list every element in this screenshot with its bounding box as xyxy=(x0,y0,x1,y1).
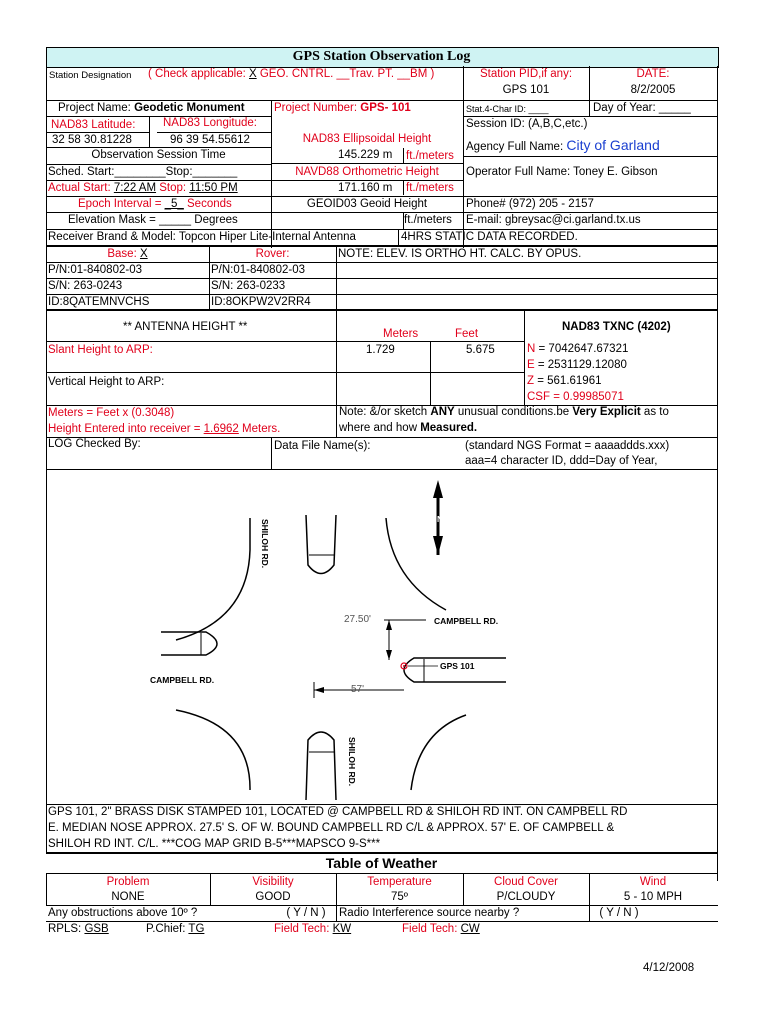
party-chief[interactable]: P.Chief: TG xyxy=(146,923,205,935)
coord-e[interactable]: E = 2531129.12080 xyxy=(527,359,627,371)
station-designation-label: Station Designation xyxy=(49,70,132,81)
date-value[interactable]: 8/2/2005 xyxy=(630,84,676,96)
rover-pn[interactable]: P/N:01-840802-03 xyxy=(211,264,305,276)
lon-value[interactable]: 96 39 54.55612 xyxy=(170,134,250,146)
receiver-model[interactable]: Receiver Brand & Model: Topcon Hiper Lite-Internal Antenna xyxy=(48,231,356,243)
lat-value[interactable]: 32 58 30.81228 xyxy=(52,134,132,146)
field-tech-2[interactable]: Field Tech: CW xyxy=(402,923,480,935)
base-sn[interactable]: S/N: 263-0243 xyxy=(48,280,123,292)
ngs-format-2: aaa=4 character ID, ddd=Day of Year, xyxy=(465,455,658,467)
ellipsoidal-unit: ft./meters xyxy=(406,150,454,162)
coord-n[interactable]: N = 7042647.67321 xyxy=(527,343,629,355)
operator-name[interactable]: Operator Full Name: Toney E. Gibson xyxy=(466,166,658,178)
footer-date: 4/12/2008 xyxy=(643,962,695,974)
ellipsoidal-value[interactable]: 145.229 m xyxy=(338,149,393,161)
email[interactable]: E-mail: gbreysac@ci.garland.tx.us xyxy=(466,214,641,226)
weather-value-visibility[interactable]: GOOD xyxy=(255,891,291,903)
project-number[interactable]: Project Number: GPS- 101 xyxy=(274,102,411,114)
weather-header-temperature: Temperature xyxy=(367,876,432,888)
station-pid-value[interactable]: GPS 101 xyxy=(502,84,550,96)
weather-value-problem[interactable]: NONE xyxy=(111,891,145,903)
day-of-year[interactable]: Day of Year: _____ xyxy=(593,102,691,114)
actual-times[interactable]: Actual Start: 7:22 AM Stop: 11:50 PM xyxy=(48,182,238,194)
weather-title: Table of Weather xyxy=(325,855,438,871)
coord-z[interactable]: Z = 561.61961 xyxy=(527,375,602,387)
static-data: 4HRS STATIC DATA RECORDED. xyxy=(401,231,578,243)
obstructions-question: Any obstructions above 10º ? xyxy=(48,907,198,919)
description-line-1: GPS 101, 2" BRASS DISK STAMPED 101, LOCATED @ CAMPBELL RD & SHILOH RD INT. ON CAMPBELL RD xyxy=(48,806,628,818)
shiloh-road-label-south: SHILOH RD. xyxy=(347,737,357,787)
session-id[interactable]: Session ID: (A,B,C,etc.) xyxy=(466,118,588,130)
slant-feet[interactable]: 5.675 xyxy=(466,344,495,356)
note-sketch: Note: &/or sketch ANY unusual conditions.be Very Explicit as to xyxy=(339,406,669,418)
project-name[interactable]: Project Name: Geodetic Monument xyxy=(58,102,245,114)
rpls[interactable]: RPLS: GSB xyxy=(48,923,109,935)
note-elev: NOTE: ELEV. IS ORTHO HT. CALC. BY OPUS. xyxy=(338,248,582,260)
description-line-2: E. MEDIAN NOSE APPROX. 27.5' S. OF W. BOUND CAMPBELL RD C/L & APPROX. 57' E. OF CAMPBELL & xyxy=(48,822,615,834)
weather-value-temperature[interactable]: 75º xyxy=(391,891,408,903)
weather-header-visibility: Visibility xyxy=(252,876,294,888)
lat-label: NAD83 Latitude: xyxy=(51,119,136,131)
txnc-header: NAD83 TXNC (4202) xyxy=(562,321,671,333)
distance-57: 57' xyxy=(351,684,365,695)
observation-session-time: Observation Session Time xyxy=(91,149,226,161)
campbell-road-label-west: CAMPBELL RD. xyxy=(150,675,215,685)
coord-csf[interactable]: CSF = 0.99985071 xyxy=(527,391,624,403)
slant-label: Slant Height to ARP: xyxy=(48,344,153,356)
weather-header-problem: Problem xyxy=(106,876,150,888)
campbell-road-label-east: CAMPBELL RD. xyxy=(434,616,499,626)
note-sketch-2: where and how Measured. xyxy=(339,422,478,434)
base-id[interactable]: ID:8QATEMNVCHS xyxy=(48,296,150,308)
vertical-label: Vertical Height to ARP: xyxy=(48,376,165,388)
date-label: DATE: xyxy=(636,68,670,80)
weather-value-wind[interactable]: 5 - 10 MPH xyxy=(623,891,683,903)
station-pid-label: Station PID,if any: xyxy=(479,68,573,80)
base-label[interactable]: Base: X xyxy=(107,248,148,260)
phone[interactable]: Phone# (972) 205 - 2157 xyxy=(466,198,594,210)
elevation-mask[interactable]: Elevation Mask = _____ Degrees xyxy=(68,214,238,226)
distance-27-50: 27.50' xyxy=(344,614,371,625)
slant-meters[interactable]: 1.729 xyxy=(366,344,395,356)
weather-header-wind: Wind xyxy=(639,876,667,888)
meters-header: Meters xyxy=(383,328,419,340)
height-entered[interactable]: Height Entered into receiver = 1.6962 Meters. xyxy=(48,423,281,435)
weather-header-cloud-cover: Cloud Cover xyxy=(494,876,558,888)
rover-label[interactable]: Rover: xyxy=(255,248,290,260)
description-line-3: SHILOH RD INT. C/L. ***COG MAP GRID B-5***MAPSCO 9-S*** xyxy=(48,838,381,850)
radio-interference-question: Radio Interference source nearby ? xyxy=(339,907,520,919)
ortho-unit: ft./meters xyxy=(406,182,454,194)
lon-label: NAD83 Longitude: xyxy=(163,117,257,129)
site-sketch xyxy=(46,470,717,804)
north-arrow-icon: N xyxy=(437,515,443,524)
rover-id[interactable]: ID:8OKPW2V2RR4 xyxy=(211,296,311,308)
geoid-unit: ft./meters xyxy=(404,214,452,226)
ngs-format-1: (standard NGS Format = aaaaddds.xxx) xyxy=(465,440,670,452)
rover-sn[interactable]: S/N: 263-0233 xyxy=(211,280,286,292)
ortho-label: NAVD88 Orthometric Height xyxy=(295,166,439,178)
agency[interactable]: Agency Full Name: City of Garland xyxy=(466,137,660,153)
conversion-formula: Meters = Feet x (0.3048) xyxy=(48,407,175,419)
base-pn[interactable]: P/N:01-840802-03 xyxy=(48,264,142,276)
page-title: GPS Station Observation Log xyxy=(292,49,471,64)
weather-value-cloud-cover[interactable]: P/CLOUDY xyxy=(496,891,556,903)
ortho-value[interactable]: 171.160 m xyxy=(338,182,393,194)
gps-point-label: GPS 101 xyxy=(440,661,475,671)
antenna-height-label: ** ANTENNA HEIGHT ** xyxy=(123,321,248,333)
ellipsoidal-label: NAD83 Ellipsoidal Height xyxy=(302,133,432,145)
shiloh-road-label-north: SHILOH RD. xyxy=(260,519,270,569)
sched-times[interactable]: Sched. Start:________Stop:_______ xyxy=(48,166,238,178)
data-file-name[interactable]: Data File Name(s): xyxy=(274,440,371,452)
field-tech-1[interactable]: Field Tech: KW xyxy=(274,923,352,935)
epoch-interval[interactable]: Epoch Interval = _5_ Seconds xyxy=(78,198,232,210)
feet-header: Feet xyxy=(455,328,479,340)
geoid-label: GEOID03 Geoid Height xyxy=(306,198,428,210)
radio-interference-yn[interactable]: ( Y / N ) xyxy=(599,907,639,919)
log-checked-by[interactable]: LOG Checked By: xyxy=(48,438,141,450)
obstructions-yn[interactable]: ( Y / N ) xyxy=(286,907,326,919)
station-designation-options[interactable]: ( Check applicable: X GEO. CNTRL. __Trav. PT. __BM ) xyxy=(148,68,435,80)
stat4-char-id[interactable]: Stat.4-Char ID: ____ xyxy=(466,104,549,114)
